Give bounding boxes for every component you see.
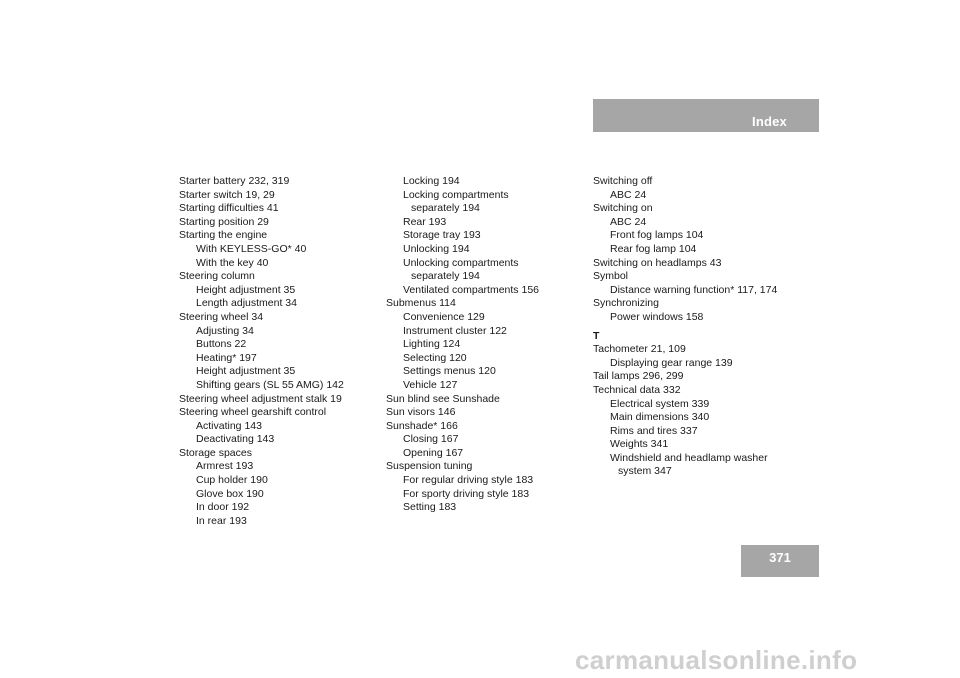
index-subentry: Armrest 193	[196, 460, 254, 473]
index-entry: Sun blind see Sunshade	[386, 392, 500, 405]
index-subentry: Closing 167	[403, 433, 459, 446]
index-subentry: Displaying gear range 139	[610, 356, 733, 369]
index-entry: Switching on headlamps 43	[593, 256, 722, 269]
index-subentry: Front fog lamps 104	[610, 229, 704, 242]
index-subentry: Weights 341	[610, 438, 669, 451]
index-entry: Suspension tuning	[386, 460, 473, 473]
index-subentry: Settings menus 120	[403, 365, 496, 378]
index-entry: Steering wheel adjustment stalk 19	[179, 392, 342, 405]
index-subentry: Shifting gears (SL 55 AMG) 142	[196, 378, 344, 391]
index-subentry: Setting 183	[403, 501, 457, 514]
index-entry: Symbol	[593, 270, 629, 283]
index-subentry: Locking compartments	[403, 188, 509, 201]
index-entry: Switching on	[593, 202, 653, 215]
section-title: Index	[752, 114, 787, 129]
index-subentry: Adjusting 34	[196, 324, 254, 337]
index-subentry: Unlocking 194	[403, 242, 470, 255]
index-entry: Technical data 332	[593, 383, 681, 396]
page-number-tab	[741, 545, 819, 577]
index-entry: Starting difficulties 41	[179, 202, 279, 215]
index-subentry: Windshield and headlamp washer	[610, 451, 768, 464]
index-entry: Starter battery 232, 319	[179, 175, 290, 187]
index-letter-heading: T	[593, 329, 600, 342]
index-subentry: Rear fog lamp 104	[610, 242, 697, 255]
page-number: 371	[769, 550, 791, 565]
index-subentry: Deactivating 143	[196, 433, 275, 446]
index-subentry: Electrical system 339	[610, 397, 710, 410]
index-subentry: Selecting 120	[403, 351, 467, 364]
index-entry: Storage spaces	[179, 446, 252, 459]
index-subentry: Main dimensions 340	[610, 411, 710, 424]
index-subentry: For sporty driving style 183	[403, 487, 530, 500]
index-subentry: separately 194	[411, 270, 480, 283]
index-subentry: With the key 40	[196, 256, 269, 269]
index-subentry: In door 192	[196, 501, 250, 514]
index-subentry: system 347	[618, 465, 672, 478]
index-subentry: ABC 24	[610, 188, 647, 201]
index-entry: Submenus 114	[386, 297, 456, 310]
index-subentry: Activating 143	[196, 419, 262, 432]
index-subentry: Cup holder 190	[196, 474, 268, 487]
index-column-3	[593, 175, 777, 479]
index-subentry: Length adjustment 34	[196, 297, 297, 310]
index-entry: Switching off	[593, 175, 653, 187]
index-column-2	[386, 175, 539, 515]
index-entry: Starter switch 19, 29	[179, 188, 275, 201]
index-entry: Steering wheel 34	[179, 310, 264, 323]
index-subentry: ABC 24	[610, 215, 647, 228]
index-subentry: In rear 193	[196, 514, 247, 527]
index-subentry: Ventilated compartments 156	[403, 283, 539, 296]
index-entry: Steering column	[179, 270, 255, 283]
index-subentry: Lighting 124	[403, 338, 461, 351]
index-subentry: Opening 167	[403, 446, 464, 459]
index-subentry: Convenience 129	[403, 310, 485, 323]
index-subentry: separately 194	[411, 202, 480, 215]
index-column-1	[179, 175, 344, 528]
index-subentry: Power windows 158	[610, 310, 704, 323]
index-subentry: Unlocking compartments	[403, 256, 519, 269]
index-entry: Tail lamps 296, 299	[593, 370, 684, 383]
index-subentry: Locking 194	[403, 175, 460, 187]
index-subentry: With KEYLESS-GO* 40	[196, 242, 307, 255]
index-entry: Sunshade* 166	[386, 419, 458, 432]
index-subentry: Buttons 22	[196, 338, 247, 351]
index-subentry: Vehicle 127	[403, 378, 458, 391]
index-subentry: Height adjustment 35	[196, 283, 296, 296]
index-subentry: Rims and tires 337	[610, 424, 698, 437]
watermark-text: carmanualsonline.info	[575, 645, 858, 675]
section-header-tab	[593, 99, 819, 132]
index-subentry: Rear 193	[403, 215, 447, 228]
index-entry: Steering wheel gearshift control	[179, 406, 327, 419]
index-subentry: Distance warning function* 117, 174	[610, 283, 778, 296]
index-entry: Synchronizing	[593, 297, 659, 310]
index-entry: Starting the engine	[179, 229, 268, 242]
index-entry: Sun visors 146	[386, 406, 456, 419]
index-subentry: Heating* 197	[196, 351, 257, 364]
index-subentry: Instrument cluster 122	[403, 324, 507, 337]
index-entry: Starting position 29	[179, 215, 269, 228]
index-subentry: Glove box 190	[196, 487, 264, 500]
index-subentry: Storage tray 193	[403, 229, 481, 242]
index-subentry: Height adjustment 35	[196, 365, 296, 378]
index-entry: Tachometer 21, 109	[593, 343, 686, 356]
index-subentry: For regular driving style 183	[403, 474, 534, 487]
